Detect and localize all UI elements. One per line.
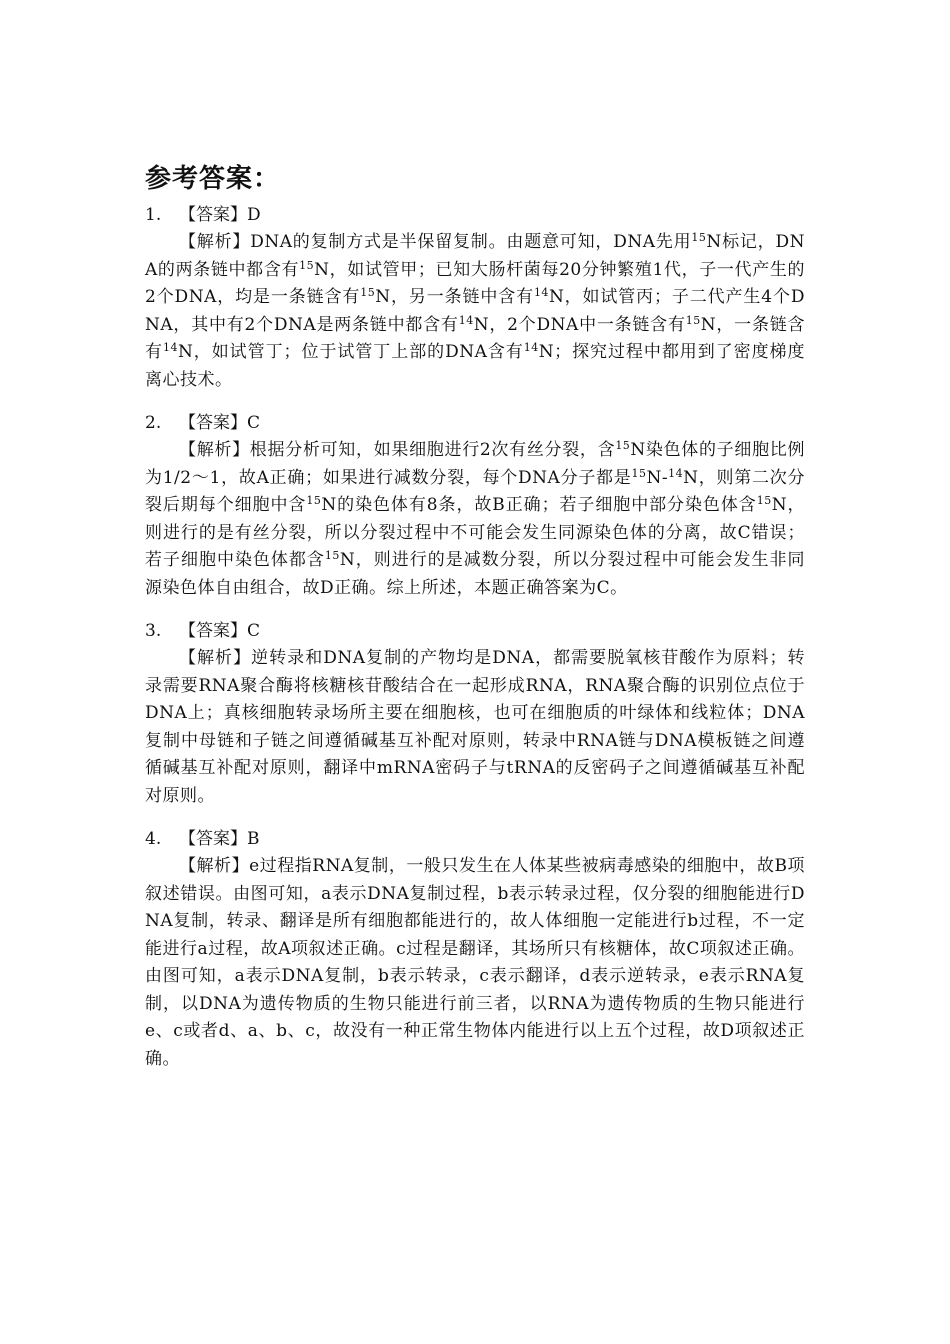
item-number: 2. xyxy=(145,413,162,433)
answer-value: 【答案】C xyxy=(179,621,261,641)
answer-item-1 xyxy=(145,202,805,394)
isotope-superscript: 14 xyxy=(668,466,684,480)
isotope-superscript: 15 xyxy=(631,466,647,480)
isotope-superscript: 14 xyxy=(162,341,178,354)
isotope-superscript: 15 xyxy=(360,286,376,299)
isotope-superscript: 14 xyxy=(533,286,549,299)
analysis-text: 【解析】逆转录和DNA复制的产物均是DNA，都需要脱氧核苷酸作为原料；转录需要RNA聚合酶将核糖核苷酸结合在一起形成RNA，RNA聚合酶的识别位点位于DNA上；真核细胞转录场所主要在细胞核，也可在细胞质的叶绿体和线粒体；DNA复制中母链和子链之间遵循碱基互补配对原则，转录中RNA链与DNA模板链之间遵循碱基互补配对原则，翻译中mRNA密码子与tRNA的反密码子之间遵循碱基互补配对原则。 xyxy=(145,648,805,806)
isotope-superscript: 15 xyxy=(685,313,701,327)
isotope-superscript: 15 xyxy=(306,494,322,507)
answer-line xyxy=(145,410,805,437)
analysis-text: 【解析】根据分析可知，如果细胞进行2次有丝分裂，含$^{15}$N染色体的子细胞比例为1/2～1，故A正确；如果进行减数分裂，每个DNA分子都是$^{15}$N-$^{14}$N，则第二次分裂后期每个细胞中含$^{15}$N的染色体有8条，故B正确；若子细胞中部分染色体含$^{15}$N，则进行的是有丝分裂，所以分裂过程中不可能会发生同源染色体的分离，故C错误；若子细胞中染色体都含$^{15}$N，则进行的是减数分裂，所以分裂过程中可能会发生非同源染色体自由组合，故D正确。综上所述，本题正确答案为C。 xyxy=(145,439,806,598)
isotope-superscript: 14 xyxy=(458,313,474,327)
isotope-superscript: 15 xyxy=(756,494,772,507)
isotope-superscript: 15 xyxy=(615,439,631,452)
answer-item-4 xyxy=(145,826,805,1073)
analysis-text: 【解析】DNA的复制方式是半保留复制。由题意可知，DNA先用$^{15}$N标记，DNA的两条链中都含有$^{15}$N，如试管甲；已知大肠杆菌每20分钟繁殖1代，子一代产生的2个DNA，均是一条链含有$^{15}$N，另一条链中含有$^{14}$N，如试管丙；子二代产生4个DNA，其中有2个DNA是两条链中都含有$^{14}$N，2个DNA中一条链含有$^{15}$N，一条链含有$^{14}$N，如试管丁；位于试管丁上部的DNA含有$^{14}$N；探究过程中都用到了密度梯度离心技术。 xyxy=(145,231,806,390)
answer-value: 【答案】D xyxy=(179,205,261,225)
isotope-superscript: 15 xyxy=(324,549,340,562)
answer-line xyxy=(145,202,805,229)
answer-list xyxy=(145,202,805,1089)
answer-value: 【答案】B xyxy=(179,829,260,849)
isotope-superscript: 14 xyxy=(523,341,539,354)
isotope-superscript: 15 xyxy=(299,258,315,272)
page-title: 参考答案： xyxy=(145,164,281,194)
item-number: 4. xyxy=(145,829,162,849)
analysis-text: 【解析】e过程指RNA复制，一般只发生在人体某些被病毒感染的细胞中，故B项叙述错误。由图可知，a表示DNA复制过程，b表示转录过程，仅分裂的细胞能进行DNA复制，转录、翻译是所有细胞都能进行的，故人体细胞一定能进行b过程，不一定能进行a过程，故A项叙述正确。c过程是翻译，其场所只有核糖体，故C项叙述正确。由图可知，a表示DNA复制，b表示转录，c表示翻译，d表示逆转录，e表示RNA复制，以DNA为遗传物质的生物只能进行前三者，以RNA为遗传物质的生物只能进行e、c或者d、a、b、c，故没有一种正常生物体内能进行以上五个过程，故D项叙述正确。 xyxy=(145,856,805,1069)
answer-item-3 xyxy=(145,618,805,810)
answer-value: 【答案】C xyxy=(179,413,261,433)
answer-item-2 xyxy=(145,410,805,602)
item-number: 1. xyxy=(145,205,162,225)
isotope-superscript: 15 xyxy=(691,231,707,244)
answer-line xyxy=(145,826,805,853)
item-number: 3. xyxy=(145,621,162,641)
answer-line xyxy=(145,618,805,645)
